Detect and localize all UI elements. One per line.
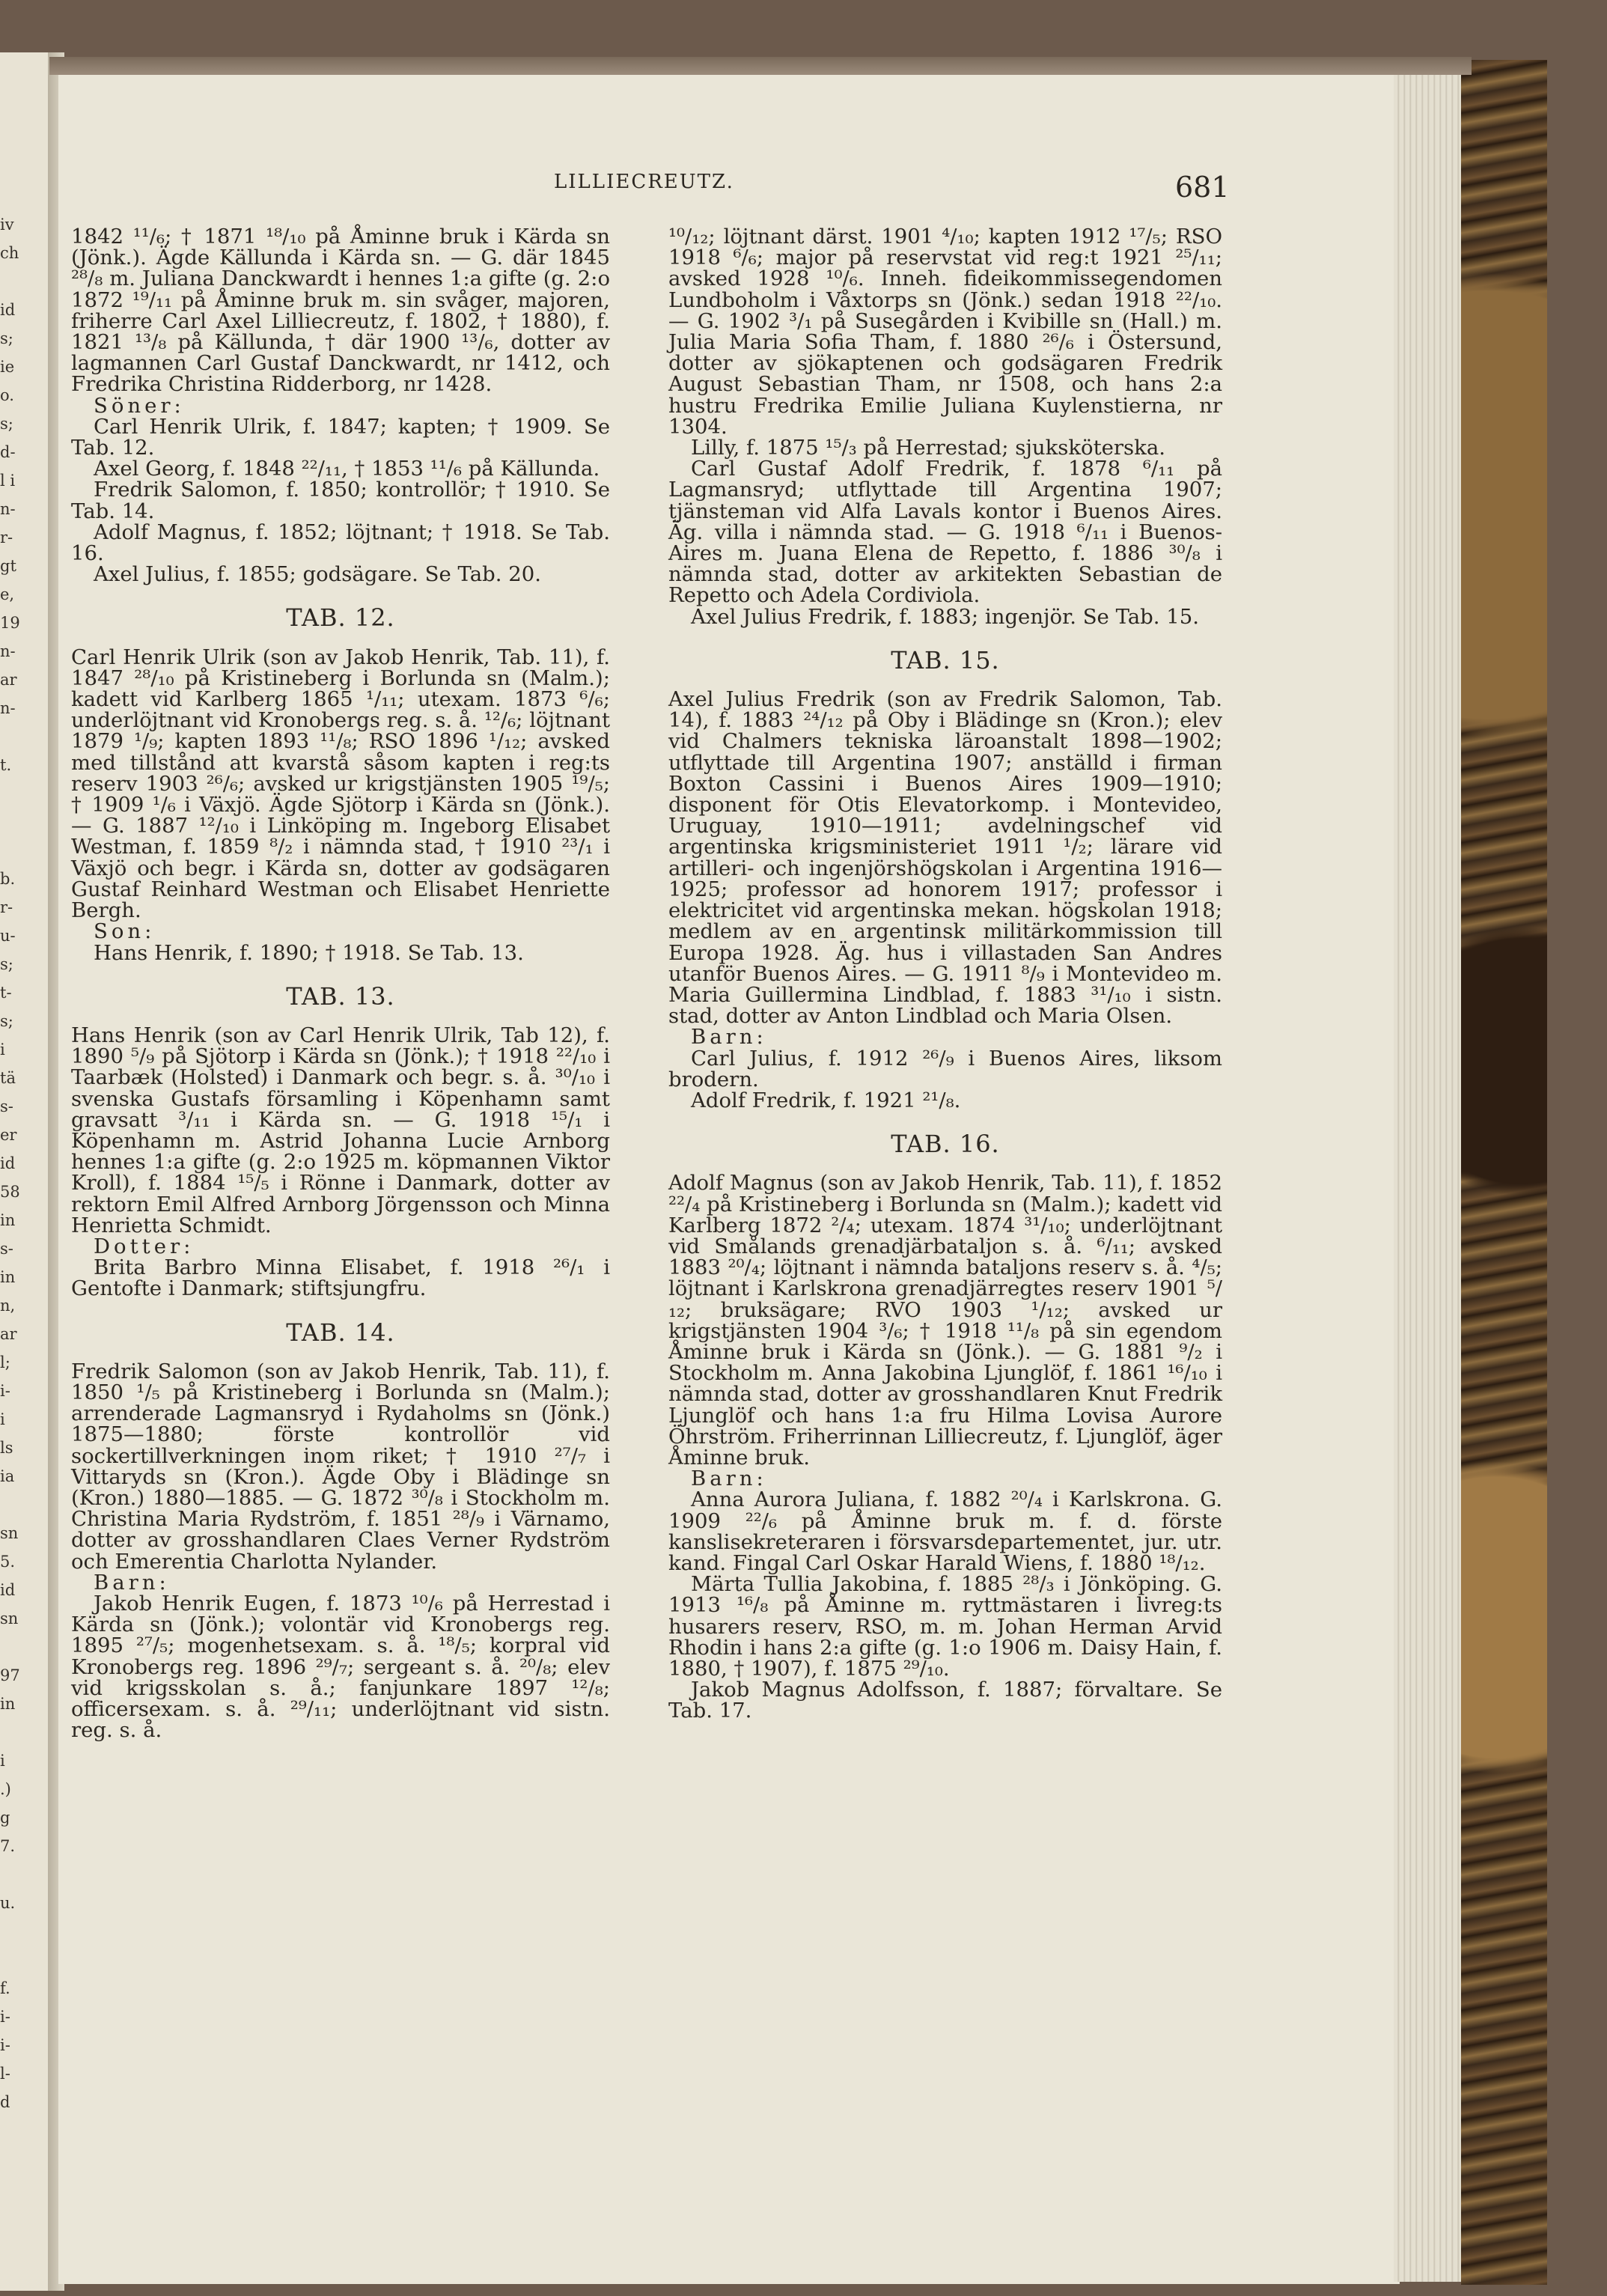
left-page-fragment: i: [0, 1410, 5, 1428]
left-page-fragment: .): [0, 1780, 11, 1798]
paragraph: Adolf Magnus (son av Jakob Henrik, Tab. 11), f. 1852 ²²/₄ på Kristineberg i Borlunda sn (Malm.); kadett vid Karlberg 1872 ²/₄; utexam. 1874 ³¹/₁₀; underlöjtnant vid Smålands grenadjärbataljon s. å. ⁶/₁₁; avsked 1883 ²⁰/₄; löjtnant i nämnda bataljons reserv s. å. ⁴/₅; löjtnant i Karlskrona grenadjärregtes reserv 1901 ⁵/₁₂; bruksägare; RVO 1903 ¹/₁₂; avsked ur krigstjänsten 1904 ³/₆; † 1918 ¹¹/₈ på sin egendom Åminne bruk i Kärda sn (Jönk.). — G. 1881 ⁹/₂ i Stockholm m. Anna Jakobina Ljunglöf, f. 1861 ¹⁶/₁₀ i nämnda stad, dotter av grosshandlaren Knut Fredrik Ljunglöf och hans 1:a fru Hilma Lovisa Aurore Öhrström. Friherrinnan Lilliecreutz, f. Ljunglöf, äger Åminne bruk.: [668, 1171, 1222, 1470]
left-page-fragment: 97: [0, 1666, 20, 1684]
section-label: Dotter:: [94, 1234, 195, 1258]
paragraph: Carl Henrik Ulrik (son av Jakob Henrik, Tab. 11), f. 1847 ²⁸/₁₀ på Kristineberg i Borlunda sn (Malm.); kadett vid Karlberg 1865 ¹/₁₁; utexam. 1873 ⁶/₆; underlöjtnant vid Kronobergs reg. s. å. ¹²/₆; löjtnant 1879 ¹/₉; kapten 1893 ¹¹/₈; RSO 1896 ¹/₁₂; avsked med tillstånd att kvarstå såsom kapten i reg:ts reserv 1903 ²⁶/₆; avsked ur krigstjänsten 1905 ¹⁹/₅; † 1909 ¹/₆ i Växjö. Ägde Sjötorp i Kärda sn (Jönk.). — G. 1887 ¹²/₁₀ i Linköping m. Ingeborg Elisabet Westman, f. 1859 ⁸/₂ i nämnda stad, † 1910 ²³/₁ i Växjö och begr. i Kärda sn, dotter av godsägaren Gustaf Reinhard Westman och Elisabet Henriette Bergh.: [71, 645, 610, 923]
left-page-fragment: s;: [0, 955, 13, 973]
left-page-fragment: 7.: [0, 1837, 16, 1855]
table-heading: TAB. 16.: [891, 1130, 1000, 1159]
left-page-fragment: i-: [0, 1382, 10, 1400]
left-page-fragment: o.: [0, 386, 14, 404]
left-page-fragment: s;: [0, 329, 13, 347]
left-page-fragment: u-: [0, 927, 16, 945]
paragraph: Axel Julius Fredrik (son av Fredrik Salomon, Tab. 14), f. 1883 ²⁴/₁₂ på Oby i Blädinge sn (Kron.); elev vid Chalmers tekniska läroanstalt 1898—1902; utflyttade till Argentina 1907; anställd i firman Boxton Cassini i Buenos Aires 1909—1910; disponent för Otis Elevatorkomp. i Montevideo, Uruguay, 1910—1911; avdelningschef vid argentinska krigsministeriet 1911 ¹/₂; lärare vid artilleri- och ingenjörshögskolan i Argentina 1916—1925; professor ad honorem 1917; professor i elektricitet vid argentinska mekan. högskolan 1918; medlem av en argentinsk militärkommission till Europa 1928. Äg. hus i villastaden San Andres utanför Buenos Aires. — G. 1911 ⁸/₉ i Montevideo m. Maria Guillermina Lindblad, f. 1883 ³¹/₁₀ i sistn. stad, dotter av Anton Lindblad och Maria Olsen.: [668, 687, 1222, 1029]
left-page-fragment: id: [0, 301, 16, 319]
left-page-fragment: ar: [0, 671, 17, 689]
section-label: Barn:: [691, 1467, 767, 1491]
paragraph: Carl Julius, f. 1912 ²⁶/₉ i Buenos Aires, liksom brodern.: [668, 1046, 1222, 1091]
left-page-fragment: n-: [0, 500, 16, 518]
paragraph: ¹⁰/₁₂; löjtnant därst. 1901 ⁴/₁₀; kapten 1912 ¹⁷/₅; RSO 1918 ⁶/₆; major på reservstat vid reg:t 1921 ²⁵/₁₁; avsked 1928 ¹⁰/₆. Inneh. fideikommissegendomen Lundboholm i Våxtorps sn (Jönk.) sedan 1918 ²²/₁₀. — G. 1902 ³/₁ på Susegården i Kvibille sn (Hall.) m. Julia Maria Sofia Tham, f. 1880 ²⁶/₆ i Östersund, dotter av sjökaptenen och godsägaren Fredrik August Sebastian Tham, nr 1508, och hans 2:a hustru Fredrika Emilie Juliana Kuylenstierna, nr 1304.: [668, 225, 1222, 439]
paragraph: Anna Aurora Juliana, f. 1882 ²⁰/₄ i Karlskrona. G. 1909 ²²/₆ på Åminne bruk m. f. d. förste kanslisekreteraren i försvarsdepartementet, jur. utr. kand. Fingal Carl Oskar Harald Wiens, f. 1880 ¹⁸/₁₂.: [668, 1487, 1222, 1575]
left-page-fragment: in: [0, 1268, 16, 1286]
left-page-fragment: n,: [0, 1297, 16, 1315]
left-page-fragment: i: [0, 1041, 5, 1059]
left-page-fragment: s-: [0, 1240, 13, 1258]
section-label: Son:: [94, 919, 156, 944]
book-cover-marbled: [1461, 60, 1547, 2285]
paragraph: Adolf Magnus, f. 1852; löjtnant; † 1918. Se Tab. 16.: [71, 520, 610, 566]
table-heading: TAB. 15.: [891, 645, 1000, 675]
left-page-fragment: s;: [0, 1012, 13, 1030]
paragraph: Axel Julius Fredrik, f. 1883; ingenjör. Se Tab. 15.: [691, 604, 1200, 629]
left-page-fragment: sn: [0, 1610, 19, 1627]
paragraph: Fredrik Salomon, f. 1850; kontrollör; † 1910. Se Tab. 14.: [71, 478, 610, 523]
left-page-fragment: s;: [0, 415, 13, 433]
paragraph: Brita Barbro Minna Elisabet, f. 1918 ²⁶/₁ i Gentofte i Danmark; stiftsjungfru.: [71, 1255, 610, 1301]
left-page-fragment: sn: [0, 1524, 19, 1542]
left-page-fragment: in: [0, 1211, 16, 1229]
left-page-fragment: e,: [0, 585, 15, 603]
paragraph: 1842 ¹¹/₆; † 1871 ¹⁸/₁₀ på Åminne bruk i Kärda sn (Jönk.). Ägde Källunda i Kärda sn. — G. där 1845 ²⁸/₈ m. Juliana Danckwardt i hennes 1:a gifte (g. 2:o 1872 ¹⁹/₁₁ på Åminne bruk m. sin svåger, majoren, friherre Carl Axel Lilliecreutz, f. 1802, † 1880), f. 1821 ¹³/₈ på Källunda, † där 1900 ¹³/₆, dotter av lagmannen Carl Gustaf Danckwardt, nr 1412, och Fredrika Christina Ridderborg, nr 1428.: [71, 225, 610, 397]
paragraph: Märta Tullia Jakobina, f. 1885 ²⁸/₃ i Jönköping. G. 1913 ¹⁶/₈ på Åminne m. ryttmästaren i livreg:ts husarers reserv, RSO, m. m. Johan Herman Arvid Rhodin i hans 2:a gifte (g. 1:o 1906 m. Daisy Hain, f. 1880, † 1907), f. 1875 ²⁹/₁₀.: [668, 1572, 1222, 1681]
page-number: 681: [1175, 171, 1230, 204]
paragraph: Fredrik Salomon (son av Jakob Henrik, Tab. 11), f. 1850 ¹/₅ på Kristineberg i Borlunda sn (Malm.); arrenderade Lagmansryd i Rydaholms sn (Jönk.) 1875—1880; förste kontrollör vid sockertillverkningen inom riket; † 1910 ²⁷/₇ i Vittaryds sn (Kron.). Ägde Oby i Blädinge sn (Kron.) 1880—1885. — G. 1872 ³⁰/₈ i Stockholm m. Christina Maria Rydström, f. 1851 ²⁸/₉ i Värnamo, dotter av grosshandlaren Claes Verner Rydström och Emerentia Charlotta Nylander.: [71, 1359, 610, 1574]
text-column-right: [668, 226, 1222, 1722]
left-page-fragment: tä: [0, 1069, 16, 1087]
left-page-fragment: id: [0, 1581, 16, 1599]
left-page-fragment: i-: [0, 2008, 10, 2026]
table-heading: TAB. 13.: [286, 981, 395, 1011]
left-page-fragment: n-: [0, 642, 16, 660]
left-page-fragment: u.: [0, 1894, 16, 1912]
paragraph: Adolf Fredrik, f. 1921 ²¹/₈.: [691, 1088, 961, 1112]
left-page-fragment: d-: [0, 443, 16, 461]
paragraph: Hans Henrik (son av Carl Henrik Ulrik, Tab 12), f. 1890 ⁵/₉ på Sjötorp i Kärda sn (Jönk.); † 1918 ²²/₁₀ i Taarbæk (Holsted) i Danmark och begr. s. å. ³⁰/₁₀ i svenska Gustafs församling i Köpenhamn samt gravsatt ³/₁₁ i Kärda sn. — G. 1918 ¹⁵/₁ i Köpenhamn m. Astrid Johanna Lucie Arnborg hennes 1:a gifte (g. 2:o 1925 m. köpmannen Viktor Kroll), f. 1884 ¹⁵/₅ i Rönne i Danmark, dotter av rektorn Emil Alfred Arnborg Jörgensson och Minna Henrietta Schmidt.: [71, 1023, 610, 1237]
paragraph: Axel Georg, f. 1848 ²²/₁₁, † 1853 ¹¹/₆ på Källunda.: [94, 457, 600, 481]
table-heading: TAB. 14.: [286, 1318, 395, 1347]
paragraph: Jakob Magnus Adolfsson, f. 1887; förvaltare. Se Tab. 17.: [668, 1678, 1222, 1723]
left-page-fragment: g: [0, 1809, 10, 1827]
left-page-fragment: r-: [0, 898, 13, 916]
left-page-fragment: ls: [0, 1439, 13, 1457]
paragraph: Hans Henrik, f. 1890; † 1918. Se Tab. 13.: [94, 940, 524, 965]
left-page-fragment: d: [0, 2093, 10, 2111]
left-page-fragment: 19: [0, 614, 20, 632]
left-page-fragment: 5.: [0, 1553, 16, 1571]
left-page-fragment: ar: [0, 1325, 17, 1343]
left-page-fragment: t.: [0, 756, 12, 774]
left-page-fragment: l;: [0, 1353, 10, 1371]
left-page-fragment: i: [0, 1752, 5, 1770]
left-page-fragment: t-: [0, 984, 12, 1002]
paragraph: Axel Julius, f. 1855; godsägare. Se Tab. 20.: [94, 562, 541, 587]
section-label: Barn:: [691, 1025, 767, 1050]
left-page-fragment: b.: [0, 870, 16, 888]
left-page-fragment: ch: [0, 244, 19, 262]
left-page-fragment: ie: [0, 358, 15, 376]
left-page-fragment: n-: [0, 699, 16, 717]
running-title: LILLIECREUTZ.: [554, 171, 734, 193]
left-page-fragment: s-: [0, 1097, 13, 1115]
text-column-left: [71, 226, 610, 1741]
table-heading: TAB. 12.: [286, 603, 395, 633]
left-page-fragment: er: [0, 1126, 17, 1144]
paragraph: Lilly, f. 1875 ¹⁵/₃ på Herrestad; sjuksköterska.: [691, 436, 1165, 460]
paragraph: Jakob Henrik Eugen, f. 1873 ¹⁰/₆ på Herrestad i Kärda sn (Jönk.); volontär vid Kronobergs reg. 1895 ²⁷/₅; mogenhetsexam. s. å. ¹⁸/₅; korpral vid Kronobergs reg. 1896 ²⁹/₇; sergeant s. å. ²⁰/₈; elev vid krigsskolan s. å.; fanjunkare 1897 ¹²/₈; officersexam. s. å. ²⁹/₁₁; underlöjtnant vid sistn. reg. s. å.: [71, 1591, 610, 1743]
top-edge-band: [49, 57, 1472, 75]
paragraph: Carl Gustaf Adolf Fredrik, f. 1878 ⁶/₁₁ på Lagmansryd; utflyttade till Argentina 1907; tjänsteman vid Alfa Lavals kontor i Buenos Aires. Äg. villa i nämnda stad. — G. 1918 ⁶/₁₁ i Buenos-Aires m. Juana Elena de Repetto, f. 1886 ³⁰/₈ i nämnda stad, dotter av arkitekten Sebastian de Repetto och Adela Cordiviola.: [668, 457, 1222, 608]
left-page-fragment: id: [0, 1154, 16, 1172]
section-label: Barn:: [94, 1570, 170, 1595]
page-edges: [1394, 66, 1463, 2282]
left-page-fragment: r-: [0, 529, 13, 546]
left-page-fragment: f.: [0, 1979, 10, 1997]
left-page-fragment: gt: [0, 557, 16, 575]
left-page-fragment: in: [0, 1695, 16, 1713]
left-page-fragment: l-: [0, 2065, 10, 2083]
left-page-fragment: i-: [0, 2036, 10, 2054]
left-page-fragment: ia: [0, 1467, 15, 1485]
left-page-fragment: 58: [0, 1183, 20, 1201]
left-page-fragment: iv: [0, 216, 14, 234]
left-page-fragment: l i: [0, 472, 16, 490]
section-label: Söner:: [94, 393, 185, 418]
paragraph: Carl Henrik Ulrik, f. 1847; kapten; † 1909. Se Tab. 12.: [71, 414, 610, 460]
left-page-edge: [0, 52, 54, 2291]
